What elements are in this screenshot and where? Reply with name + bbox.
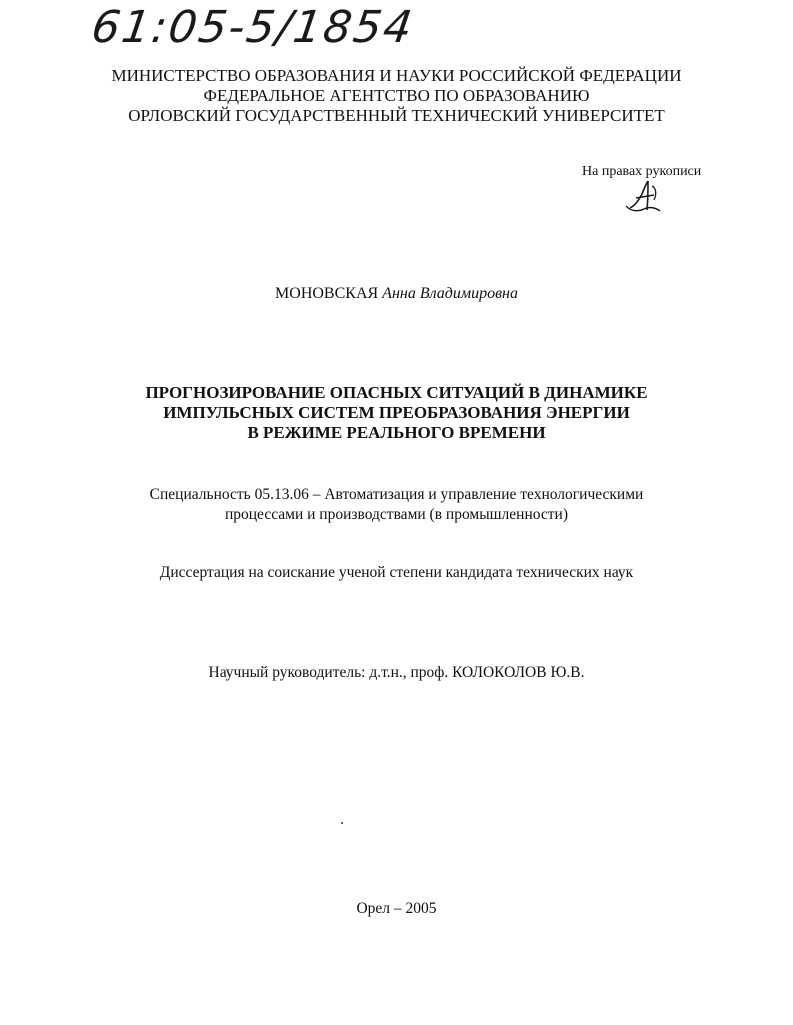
scientific-supervisor: Научный руководитель: д.т.н., проф. КОЛОКОЛОВ Ю.В. bbox=[208, 664, 585, 681]
dissertation-title bbox=[0, 383, 793, 443]
specialty-line: Специальность 05.13.06 – Автоматизация и управление технологическими bbox=[149, 486, 644, 503]
title-line: ПРОГНОЗИРОВАНИЕ ОПАСНЫХ СИТУАЦИЙ В ДИНАМИКЕ bbox=[145, 383, 648, 402]
archive-number-handwritten: 61:05-5/1854 bbox=[88, 2, 418, 53]
title-line: В РЕЖИМЕ РЕАЛЬНОГО ВРЕМЕНИ bbox=[247, 423, 546, 442]
agency-line: ФЕДЕРАЛЬНОЕ АГЕНТСТВО ПО ОБРАЗОВАНИЮ bbox=[203, 86, 590, 105]
signature-icon bbox=[624, 178, 664, 214]
author-given-names: Анна Владимировна bbox=[382, 285, 518, 302]
specialty-line: процессами и производствами (в промышленности) bbox=[224, 506, 569, 523]
author-name bbox=[0, 285, 793, 303]
ministry-line: МИНИСТЕРСТВО ОБРАЗОВАНИЯ И НАУКИ РОССИЙСКОЙ ФЕДЕРАЦИИ bbox=[111, 66, 682, 85]
university-line: ОРЛОВСКИЙ ГОСУДАРСТВЕННЫЙ ТЕХНИЧЕСКИЙ УНИВЕРСИТЕТ bbox=[128, 106, 665, 125]
scan-speck bbox=[341, 822, 343, 824]
specialty-block bbox=[0, 485, 793, 525]
ministry-header bbox=[0, 66, 793, 126]
dissertation-degree: Диссертация на соискание ученой степени кандидата технических наук bbox=[159, 564, 634, 581]
author-surname: МОНОВСКАЯ bbox=[275, 285, 379, 302]
title-line: ИМПУЛЬСНЫХ СИСТЕМ ПРЕОБРАЗОВАНИЯ ЭНЕРГИИ bbox=[163, 403, 630, 422]
city-year: Орел – 2005 bbox=[356, 900, 437, 917]
rights-note: На правах рукописи bbox=[582, 164, 702, 179]
